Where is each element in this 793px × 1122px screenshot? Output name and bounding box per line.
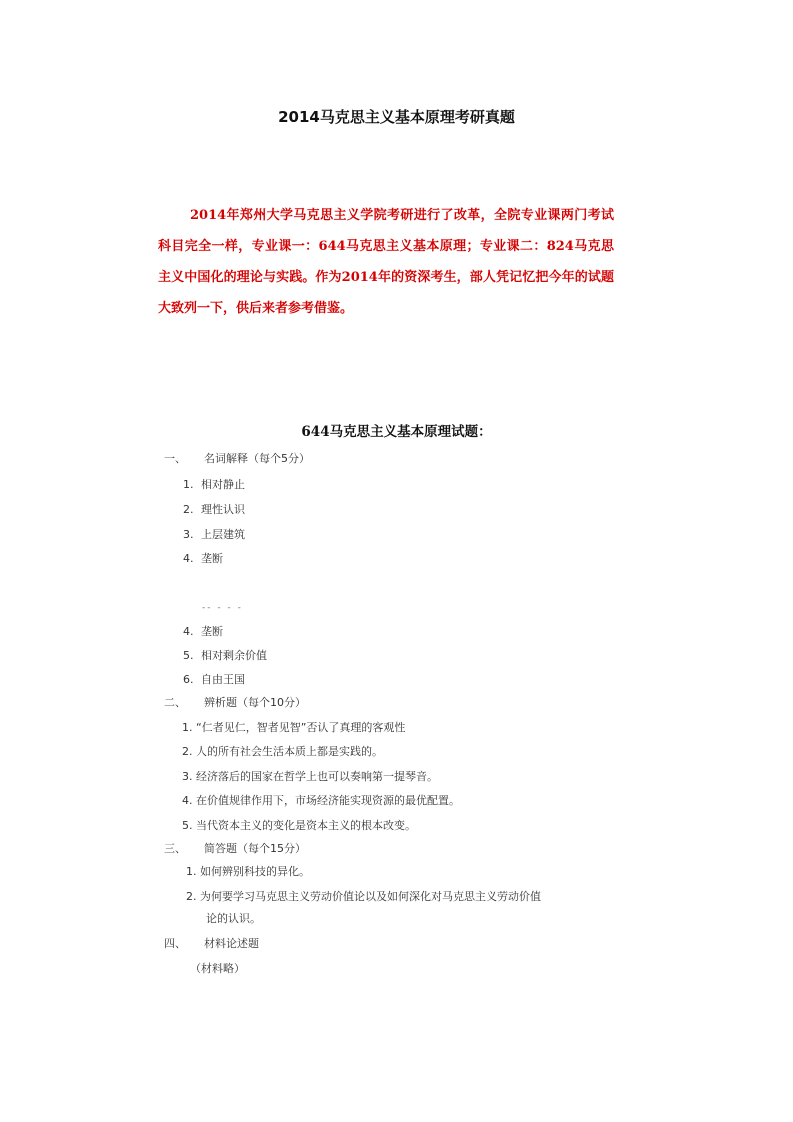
item-number: 1. bbox=[183, 478, 194, 491]
section-heading bbox=[164, 840, 306, 856]
item-text: 相对静止 bbox=[201, 478, 245, 491]
section-number: 三、 bbox=[164, 842, 186, 855]
list-item bbox=[186, 888, 541, 904]
item-number: 4. bbox=[183, 625, 194, 638]
item-text: 在价值规律作用下，市场经济能实现资源的最优配置。 bbox=[196, 794, 460, 807]
list-item bbox=[182, 817, 416, 833]
item-text: 上层建筑 bbox=[201, 528, 245, 541]
item-number: 2. bbox=[182, 745, 193, 758]
exam-subtitle: 644马克思主义基本原理试题： bbox=[301, 424, 492, 440]
item-text: 自由王国 bbox=[201, 673, 245, 686]
item-number: 3. bbox=[182, 770, 193, 783]
item-number: 4. bbox=[183, 552, 194, 565]
item-number: 4. bbox=[182, 794, 193, 807]
list-item bbox=[182, 719, 405, 735]
item-number: 1. bbox=[182, 721, 193, 734]
item-number: 5. bbox=[183, 649, 194, 662]
item-number: 3. bbox=[183, 528, 194, 541]
item-number: 6. bbox=[183, 673, 194, 686]
item-text: “仁者见仁，智者见智”否认了真理的客观性 bbox=[196, 721, 406, 734]
item-number: 2. bbox=[186, 890, 197, 903]
list-item bbox=[183, 550, 223, 566]
item-text: 为何要学习马克思主义劳动价值论以及如何深化对马克思主义劳动价值 bbox=[200, 890, 541, 903]
list-item bbox=[182, 792, 460, 808]
item-text: 垄断 bbox=[201, 625, 223, 638]
section-label: 名词解释（每个5分） bbox=[204, 452, 310, 465]
page-break-marks: -- - - - bbox=[202, 603, 243, 613]
section-label: 简答题（每个15分） bbox=[204, 842, 306, 855]
item-text: 垄断 bbox=[201, 552, 223, 565]
list-item bbox=[186, 863, 310, 879]
item-text: 人的所有社会生活本质上都是实践的。 bbox=[196, 745, 383, 758]
list-item bbox=[182, 743, 383, 759]
section-heading bbox=[164, 450, 310, 466]
list-item bbox=[183, 671, 245, 687]
item-text: 经济落后的国家在哲学上也可以奏响第一提琴音。 bbox=[196, 770, 438, 783]
list-item bbox=[183, 623, 223, 639]
item-text: 如何辨别科技的异化。 bbox=[200, 865, 310, 878]
list-item bbox=[183, 476, 245, 492]
section-number: 二、 bbox=[164, 696, 186, 709]
section-heading bbox=[164, 935, 259, 951]
item-continuation: 论的认识。 bbox=[206, 912, 261, 925]
section-heading bbox=[164, 694, 306, 710]
section-label: 辨析题（每个10分） bbox=[204, 696, 306, 709]
list-item bbox=[183, 526, 245, 542]
section-number: 四、 bbox=[164, 937, 186, 950]
item-text: 理性认识 bbox=[201, 503, 245, 516]
section-label: 材料论述题 bbox=[204, 937, 259, 950]
list-item bbox=[183, 501, 245, 517]
item-text: 当代资本主义的变化是资本主义的根本改变。 bbox=[196, 819, 416, 832]
item-text: 相对剩余价值 bbox=[201, 649, 267, 662]
item-number: 1. bbox=[186, 865, 197, 878]
item-number: 2. bbox=[183, 503, 194, 516]
section-number: 一、 bbox=[164, 452, 186, 465]
list-item bbox=[182, 768, 438, 784]
section-note: （材料略） bbox=[190, 962, 245, 975]
document-title: 2014马克思主义基本原理考研真题 bbox=[278, 108, 515, 126]
item-number: 5. bbox=[182, 819, 193, 832]
intro-paragraph: 2014年郑州大学马克思主义学院考研进行了改革，全院专业课两门考试科目完全一样，专业课一：644马克思主义基本原理；专业课二：824马克思主义中国化的理论与实践。作为2014年的资深考生，部人凭记忆把今年的试题大致列一下，供后来者参考借鉴。 bbox=[158, 208, 614, 316]
list-item bbox=[183, 647, 267, 663]
